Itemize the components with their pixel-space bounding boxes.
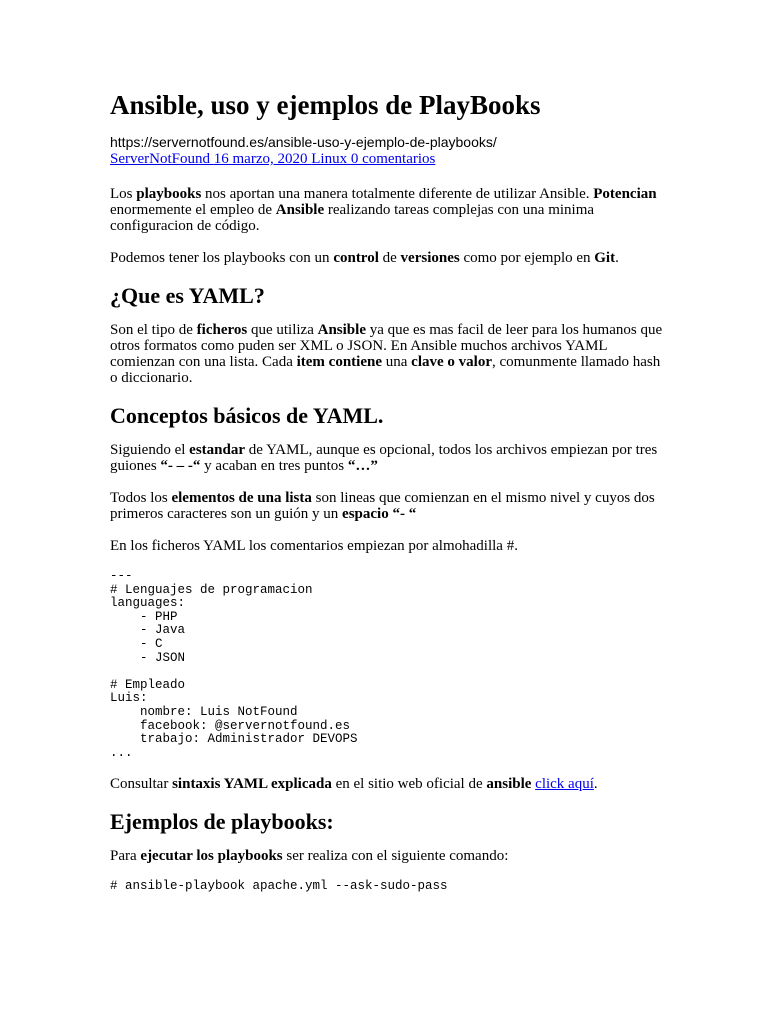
- text: Son el tipo de: [110, 322, 197, 338]
- text: Podemos tener los playbooks con un: [110, 250, 334, 266]
- bold-text: ejecutar los playbooks: [140, 848, 283, 865]
- text: , comunmente llamado hash o diccionario.: [110, 354, 661, 386]
- section-heading-basics: Conceptos básicos de YAML.: [110, 403, 384, 428]
- bold-text: espacio: [342, 506, 389, 522]
- text: .: [593, 776, 598, 793]
- section-heading-examples: Ejemplos de playbooks:: [110, 809, 334, 835]
- basics-paragraph-2: [110, 490, 670, 522]
- bold-text: “- – -“: [160, 458, 201, 474]
- page-title: Ansible, uso y ejemplos de PlayBooks: [110, 90, 541, 120]
- text: son lineas que comienzan en el mismo nivel y cuyos dos primeros caracteres son un guión y un: [110, 490, 655, 522]
- text: .: [615, 250, 619, 266]
- text: Para: [110, 848, 141, 865]
- intro-paragraph-2: [110, 250, 670, 266]
- bold-text: ansible: [486, 776, 532, 793]
- bold-text: playbooks: [136, 186, 202, 202]
- yaml-paragraph-1: [110, 322, 670, 386]
- bold-text: Ansible: [275, 202, 325, 218]
- post-meta: [110, 150, 670, 168]
- text: en el sitio web oficial de: [331, 776, 487, 793]
- category-link[interactable]: Linux: [311, 151, 348, 167]
- text: ya que es mas facil de leer para los humanos que otros formatos como puden ser XML o JSON. En Ansible muchos archivos YAML comienzan con una lista. Cada: [110, 322, 663, 370]
- text: Todos los: [110, 490, 172, 506]
- date-link[interactable]: 16 marzo, 2020: [213, 151, 308, 167]
- text: que utiliza: [247, 322, 318, 338]
- text: nos aportan una manera totalmente diferente de utilizar Ansible.: [201, 186, 594, 202]
- intro-paragraph-1: [110, 186, 670, 234]
- bold-text: control: [333, 250, 379, 266]
- bold-text: elementos de una lista: [171, 490, 312, 506]
- examples-paragraph-1: [110, 848, 670, 864]
- basics-paragraph-1: [110, 442, 670, 474]
- yaml-code-block: --- # Lenguajes de programacion languages: - PHP - Java - C - JSON # Empleado Luis: nombre: Luis NotFound facebook: @servernotfound.es trabajo: Administrador DEVOPS ...: [110, 569, 358, 760]
- text: enormemente el empleo de: [110, 202, 276, 218]
- comments-link[interactable]: 0 comentarios: [350, 151, 436, 167]
- text: de: [378, 250, 401, 266]
- bold-text: Potencian: [593, 186, 657, 202]
- bold-text: item contiene: [296, 354, 382, 370]
- bold-text: versiones: [400, 250, 460, 266]
- bold-text: Ansible: [317, 322, 366, 338]
- text: de YAML, aunque es opcional, todos los archivos empiezan por tres guiones: [110, 442, 658, 474]
- basics-paragraph-3: En los ficheros YAML los comentarios empiezan por almohadilla #.: [110, 538, 518, 554]
- text: ser realiza con el siguiente comando:: [282, 848, 509, 865]
- text: Consultar: [110, 776, 173, 793]
- source-url: https://servernotfound.es/ansible-uso-y-ejemplo-de-playbooks/: [110, 134, 497, 150]
- bold-text: estandar: [189, 442, 246, 458]
- text: Los: [110, 186, 137, 202]
- bold-text: ficheros: [196, 322, 248, 338]
- article: [110, 88, 670, 910]
- bold-text: clave o valor: [411, 354, 492, 370]
- text: Siguiendo el: [110, 442, 190, 458]
- command-code-block: # ansible-playbook apache.yml --ask-sudo-pass: [110, 879, 448, 894]
- text: y acaban en tres puntos: [200, 458, 348, 474]
- text: como por ejemplo en: [459, 250, 595, 266]
- bold-text: Git: [594, 250, 616, 266]
- bold-text: sintaxis YAML explicada: [172, 776, 332, 793]
- author-link[interactable]: ServerNotFound: [110, 151, 210, 167]
- text: realizando tareas complejas con una minima configuracion de código.: [110, 202, 595, 234]
- bold-text: “…”: [347, 458, 378, 474]
- bold-text: “- “: [392, 506, 417, 522]
- basics-paragraph-4: [110, 776, 670, 792]
- click-here-link[interactable]: click aquí: [535, 776, 594, 793]
- section-heading-yaml: ¿Que es YAML?: [110, 283, 265, 308]
- text: una: [382, 354, 412, 370]
